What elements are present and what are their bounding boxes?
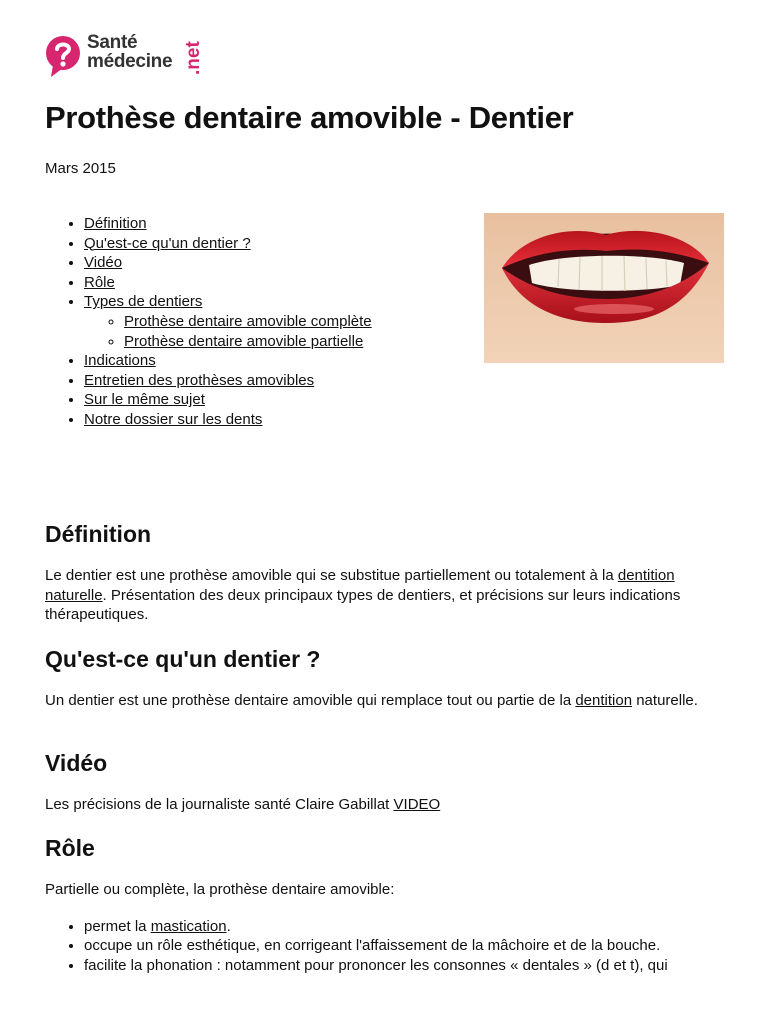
logo-text-line2: médecine bbox=[87, 51, 173, 72]
paragraph-what bbox=[45, 691, 725, 711]
heading-definition: Définition bbox=[45, 521, 152, 547]
question-bubble-icon bbox=[45, 35, 81, 77]
paragraph-video bbox=[45, 795, 725, 815]
toc-item bbox=[84, 371, 372, 391]
toc-item bbox=[84, 214, 372, 234]
toc-item bbox=[84, 234, 372, 254]
toc-link-partial[interactable]: Prothèse dentaire amovible partielle bbox=[124, 332, 364, 350]
link-video[interactable]: VIDEO bbox=[393, 796, 441, 813]
logo-text-line1: Santé bbox=[87, 32, 138, 53]
toc-link-what[interactable]: Qu'est-ce qu'un dentier ? bbox=[84, 234, 251, 252]
toc-item bbox=[84, 351, 372, 371]
role-item1-end: . bbox=[226, 917, 231, 935]
section-video bbox=[45, 750, 725, 815]
link-dentition[interactable]: dentition bbox=[575, 692, 633, 709]
toc-link-complete[interactable]: Prothèse dentaire amovible complète bbox=[124, 312, 372, 330]
role-item1-text: permet la bbox=[84, 917, 151, 935]
heading-role: Rôle bbox=[45, 835, 95, 861]
section-what bbox=[45, 646, 725, 711]
link-mastication[interactable]: mastication bbox=[150, 917, 227, 935]
role-item: • occupe un rôle esthétique, en corrigeant l'affaissement de la mâchoire et de la bouche. bbox=[84, 936, 725, 956]
what-text-end: naturelle. bbox=[632, 692, 698, 709]
toc-link-maintenance[interactable]: Entretien des prothèses amovibles bbox=[84, 371, 315, 389]
section-role bbox=[45, 835, 725, 975]
role-item bbox=[84, 917, 725, 937]
toc-link-related[interactable]: Sur le même sujet bbox=[84, 391, 205, 409]
paragraph-role-intro: Partielle ou complète, la prothèse dentaire amovible: bbox=[45, 881, 395, 898]
paragraph-definition bbox=[45, 566, 725, 625]
toc-item bbox=[84, 410, 372, 430]
video-text: Les précisions de la journaliste santé Claire Gabillat bbox=[45, 796, 394, 813]
publish-date: Mars 2015 bbox=[45, 160, 116, 177]
toc-link-dossier[interactable]: Notre dossier sur les dents bbox=[84, 410, 263, 428]
toc-item bbox=[84, 390, 372, 410]
site-logo[interactable] bbox=[45, 33, 215, 81]
toc-item bbox=[84, 253, 372, 273]
logo-suffix bbox=[181, 35, 204, 75]
definition-text-end: . Présentation des deux principaux types de dentiers, et précisions sur leurs indications thérapeutiques. bbox=[45, 586, 681, 624]
toc-link-role[interactable]: Rôle bbox=[84, 273, 115, 291]
toc-link-indications[interactable]: Indications bbox=[84, 352, 156, 370]
toc-subitem bbox=[124, 332, 372, 352]
page-title: Prothèse dentaire amovible - Dentier bbox=[45, 100, 574, 135]
logo-suffix-text: .net bbox=[183, 41, 204, 75]
role-list bbox=[45, 917, 725, 976]
toc-sublist bbox=[84, 312, 372, 351]
toc-link-definition[interactable]: Définition bbox=[84, 215, 147, 232]
definition-text-start: Le dentier est une prothèse amovible qui se substitue partiellement ou totalement à la bbox=[45, 567, 618, 584]
toc-link-types[interactable]: Types de dentiers bbox=[84, 293, 203, 311]
smile-photo bbox=[484, 213, 724, 363]
heading-video: Vidéo bbox=[45, 750, 108, 776]
logo-wordmark bbox=[87, 33, 172, 71]
what-text-start: Un dentier est une prothèse dentaire amovible qui remplace tout ou partie de la bbox=[45, 692, 576, 709]
link-dentition-naturelle[interactable]: dentition naturelle bbox=[45, 567, 675, 604]
section-definition bbox=[45, 521, 725, 625]
role-item: • facilite la phonation : notamment pour prononcer les consonnes « dentales » (d et t), qui bbox=[84, 956, 725, 976]
toc-subitem bbox=[124, 312, 372, 332]
table-of-contents bbox=[45, 214, 372, 430]
heading-what: Qu'est-ce qu'un dentier ? bbox=[45, 646, 321, 672]
toc-link-video[interactable]: Vidéo bbox=[84, 254, 123, 272]
toc-item bbox=[84, 273, 372, 293]
toc-item bbox=[84, 292, 372, 351]
